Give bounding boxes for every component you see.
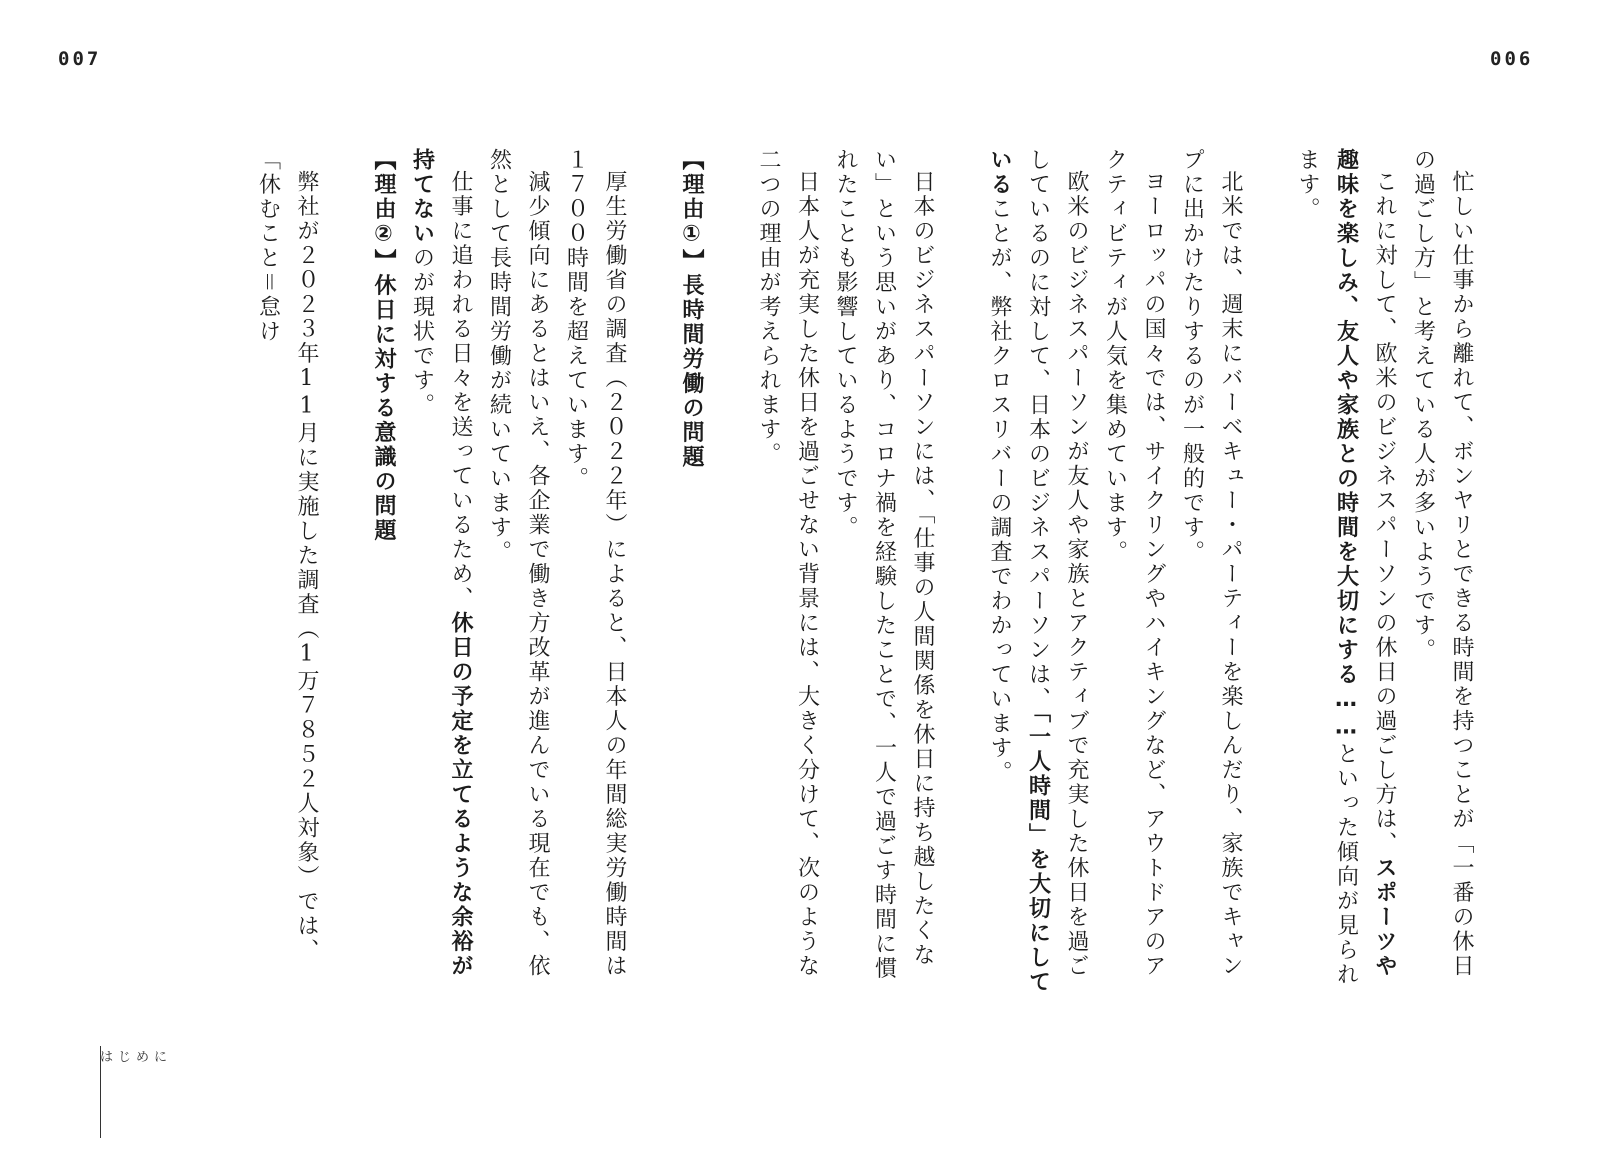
paragraph-text: 北米では、週末にバーベキュー・パーティーを楽しんだり、家族でキャンプに出かけたりするのが一般的です。 bbox=[1179, 148, 1243, 979]
paragraph-text: といった傾向が見られます。 bbox=[1295, 148, 1359, 987]
paragraph bbox=[1288, 148, 1404, 998]
paragraph-text: ことが、弊社クロスリバーの調査でわかっています。 bbox=[987, 197, 1012, 785]
paragraph bbox=[1172, 148, 1249, 998]
paragraph-text: 減少傾向にあるとはいえ、各企業で働き方改革が進んでいる現在でも、依然として長時間労働が続いています。 bbox=[486, 148, 550, 979]
paragraph-text: 日本のビジネスパーソンには、「仕事の人間関係を休日に持ち越したくない」という思いがあり、コロナ禍を経験したことで、一人で過ごす時間に慣れたことも影響しているようです。 bbox=[833, 148, 935, 981]
page-number-right: 006 bbox=[1490, 48, 1534, 70]
section-heading-reason-2 bbox=[364, 148, 403, 998]
paragraph-text: 仕事に追われる日々を送っているため、 bbox=[448, 170, 473, 611]
emphasis-text: 休日の予定を立てるような余裕が持てない bbox=[409, 148, 473, 979]
paragraph bbox=[248, 148, 325, 998]
running-head: はじめに bbox=[100, 1050, 173, 1065]
paragraph-text: ヨーロッパの国々では、サイクリングやハイキングなど、アウトドアのアクティビティが人気を集めています。 bbox=[1102, 148, 1166, 979]
paragraph-text: 忙しい仕事から離れて、ボンヤリとできる時間を持つことが「一番の休日の過ごし方」と考えている人が多いようです。 bbox=[1410, 148, 1474, 979]
paragraph-text: 厚生労働省の調査（２０２２年）によると、日本人の年間総実労働時間は１７００時間を超えています。 bbox=[563, 148, 627, 979]
paragraph-text: 欧米のビジネスパーソンが友人や家族とアクティブで充実した休日を過ごしているのに対して、日本のビジネスパーソンは、 bbox=[1025, 148, 1089, 979]
paragraph bbox=[980, 148, 1096, 998]
heading-text: 【理由②】休日に対する意識の問題 bbox=[371, 148, 396, 543]
page-number-left: 007 bbox=[58, 48, 102, 70]
paragraph bbox=[826, 148, 942, 998]
paragraph bbox=[1403, 148, 1480, 998]
vertical-body-text bbox=[80, 148, 1480, 998]
paragraph bbox=[749, 148, 826, 998]
emphasis-text: 「一人時間」を大切にしている bbox=[987, 148, 1051, 995]
paragraph-text: 日本人が充実した休日を過ごせない背景には、大きく分けて、次のような二つの理由が考えられます。 bbox=[756, 148, 820, 979]
emphasis-text: スポーツや趣味を楽しみ、友人や家族との時間を大切にする…… bbox=[1333, 148, 1397, 979]
paragraph bbox=[556, 148, 633, 998]
paragraph bbox=[402, 148, 479, 998]
paragraph-text: 弊社が２０２３年11月に実施した調査（1万７８５２人対象）では、「休むこと＝怠け bbox=[255, 148, 319, 963]
heading-text: 【理由①】長時間労働の問題 bbox=[679, 148, 704, 470]
paragraph-text: のが現状です。 bbox=[409, 246, 435, 418]
paragraph bbox=[1095, 148, 1172, 998]
section-heading-reason-1 bbox=[672, 148, 711, 998]
paragraph bbox=[479, 148, 556, 998]
paragraph-text: これに対して、欧米のビジネスパーソンの休日の過ごし方は、 bbox=[1372, 170, 1397, 856]
